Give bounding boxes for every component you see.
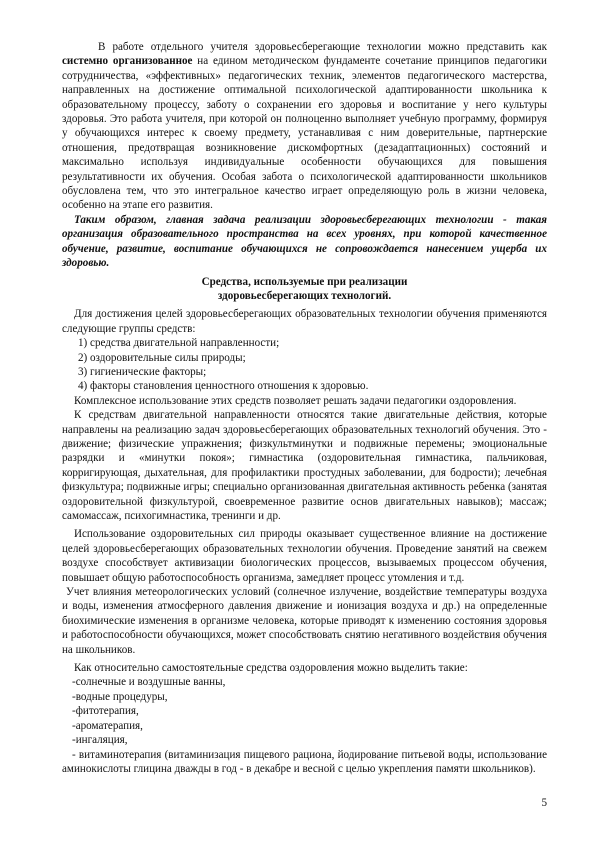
independent-means-item: -солнечные и воздушные ванны, [72,676,226,689]
intro-paragraph [62,40,547,213]
independent-means-item: -ароматерапия, [72,719,143,732]
weather-paragraph: Учет влияния метеорологических условий (солнечное излучение, воздействие температуры воздуха и воды, изменения атмосферного давления движение и ионизация воздуха и др.) на определенные биохимические изменения в организме человека, которые приводят к изменению состояния здоровья и работоспособности обучающихся, может способствовать снятию негативного воздействия обучения на школьников. [62,586,547,656]
means-list [62,336,547,394]
vitamin-therapy-paragraph: - витаминотерапия (витаминизация пищевого рациона, йодирование питьевой воды, использование аминокислоты глицина дважды в год - в декабре и весной с целью укрепления памяти школьников). [62,748,547,775]
section-heading-line1: Средства, используемые при реализации [201,275,408,288]
section-heading-line2: здоровьесберегающих технологий. [217,289,392,302]
means-list-item: 2) оздоровительные силы природы; [78,351,246,364]
means-list-item: 1) средства двигательной направленности; [78,337,280,350]
means-list-item: 4) факторы становления ценностного отношения к здоровью. [78,380,369,393]
independent-means-item: -ингаляция, [72,734,128,747]
section-heading [62,275,547,304]
independent-means-item: -фитотерапия, [72,705,139,718]
independent-means-item: -водные процедуры, [72,690,168,703]
nature-forces-paragraph: Использование оздоровительных сил природы оказывает существенное влияние на достижение целей здоровьесберегающих образовательных технологии обучения. Проведение занятий на свежем воздухе способствует активизации биологических процессов, вызываемых процессом обучения, повышает общую работоспособность организма, замедляет процесс утомления и т.д. [62,528,547,584]
motor-means-paragraph: К средствам двигательной направленности относятся такие двигательные действия, которые направлены на реализацию задач здоровьесберегающих образовательных технологий обучения. Это - движение; физические упражнения; физкультминутки и подвижные перемены; эмоциональные разрядки и «минутки покоя»; гимнастика (оздоровительная гимнастика, пальчиковая, корригирующая, дыхательная, для профилактики простудных заболевании, для бодрости); лечебная физкультура; подвижные игры; специально организованная двигательная активность ребенка (занятая оздоровительной физкультурой, своевременное развитие основ двигательных навыков); массаж; самомассаж, психогимнастика, тренинги и др. [62,409,547,522]
intro-paragraph-start: В работе отдельного учителя здоровьесберегающие технологии можно представить как [98,41,547,53]
independent-means-intro: Как относительно самостоятельные средства оздоровления можно выделить такие: [74,662,468,675]
complex-use-paragraph: Комплексное использование этих средств позволяет решать задачи педагогики оздоровления. [74,394,517,407]
page-number: 5 [541,797,547,809]
independent-means-list [62,675,547,747]
means-list-item: 3) гигиенические факторы; [78,365,207,378]
intro-paragraph-rest: на едином методическом фундаменте сочетание принципов педагогики сотрудничества, «эффективных» педагогических техник, элементов педагогического мастерства, направленных на достижение оптимальной психологической адаптированности школьника к образовательному процессу, заботу о сохранении его здоровья и воспитание у него культуры здоровья. Это работа учителя, при которой он полноценно выполняет учебную программу, формируя у обучающихся интерес к своему предмету, устанавливая с ним доверительные, партнерские отношения, предотвращая возникновение дискомфортных (дезадаптационных) состояний и максимально используя индивидуальные особенности обучающихся для повышения результативности их обучения. Особая забота о психологической адаптированности школьников обусловлена тем, что это интегральное качество играет определяющую роль в жизни человека, особенно на этапе его развития. [62,55,547,212]
main-task-paragraph: Таким образом, главная задача реализации здоровьесберегающих технологии - такая организация образовательного пространства на всех уровнях, при которой качественное обучение, развитие, воспитание обучающихся не сопровождается нанесением ущерба их здоровью. [62,213,547,270]
means-intro-paragraph: Для достижения целей здоровьесберегающих образовательных технологии обучения применяются следующие группы средств: [62,308,547,335]
intro-paragraph-bold: системно организованное [62,55,193,68]
